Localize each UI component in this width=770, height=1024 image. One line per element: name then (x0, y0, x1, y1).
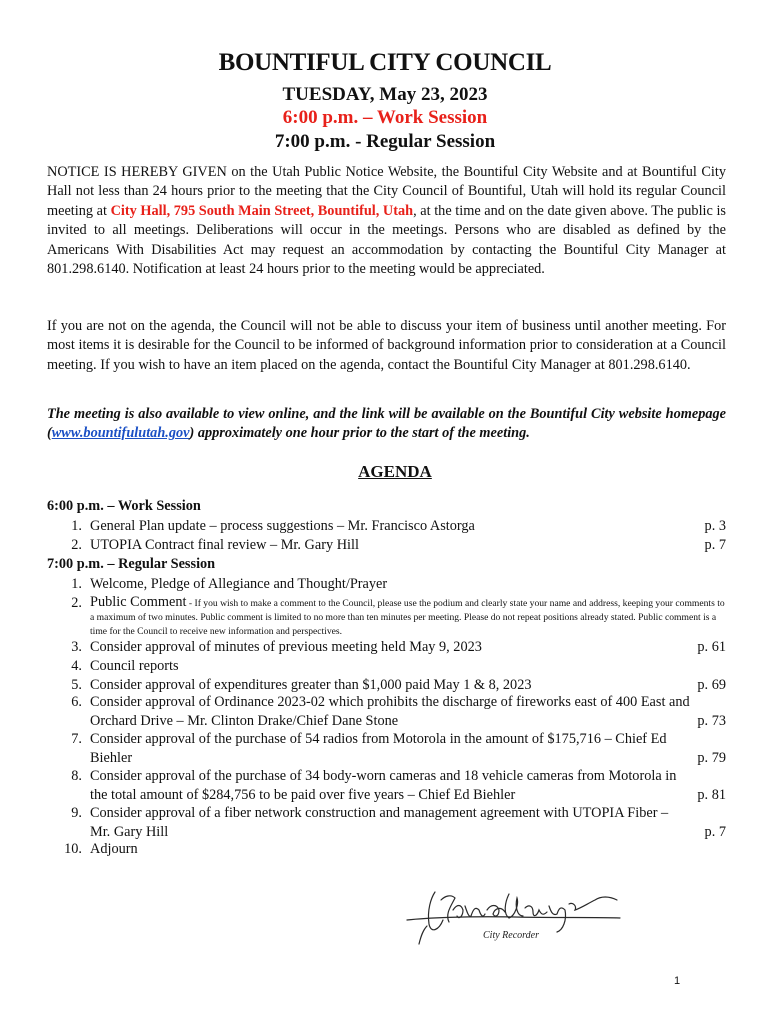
item-number: 1. (71, 518, 82, 534)
item-page: p. 61 (697, 639, 726, 655)
item-text: Consider approval of the purchase of 34 body-worn cameras and 18 vehicle cameras from Motorola in (90, 768, 677, 784)
regular-session-time: 7:00 p.m. - Regular Session (274, 131, 496, 152)
online-viewing-paragraph (47, 405, 726, 444)
item-number: 7. (71, 731, 82, 747)
item-text-continued: Mr. Gary Hill (90, 824, 169, 840)
item-number: 6. (71, 694, 82, 710)
meeting-date: TUESDAY, May 23, 2023 (282, 84, 488, 105)
regular-item-9 (47, 804, 726, 842)
city-website-link[interactable]: www.bountifulutah.gov (51, 425, 190, 442)
item-number: 8. (71, 768, 82, 784)
online-text-end: ) approximately one hour prior to the start of the meeting. (189, 425, 530, 442)
city-recorder-signature (405, 880, 625, 950)
regular-item-2 (47, 594, 726, 640)
item-page: p. 7 (704, 824, 726, 840)
item-number: 3. (71, 639, 82, 655)
item-text: Public Comment (90, 594, 187, 610)
item-text: Consider approval of the purchase of 54 radios from Motorola in the amount of $175,716 – Chief Ed (90, 731, 667, 747)
item-text: Consider approval of expenditures greater than $1,000 paid May 1 & 8, 2023 (90, 677, 532, 693)
item-text: UTOPIA Contract final review – Mr. Gary Hill (90, 537, 359, 553)
item-page: p. 73 (697, 713, 726, 729)
notice-text-end: , at the time and on the date given above. The public is invited to all meetings. Deliberations will occur in the meetings. Persons who are disabled as defined by the Americans With Disabilities Act may request an accommodation by contacting the Bountiful City Manager at 801.298.6140. Notification at least 24 hours prior to the meeting would be appreciated. (47, 202, 726, 278)
not-on-agenda-paragraph: If you are not on the agenda, the Council will not be able to discuss your item of business until another meeting. For most items it is desirable for the Council to be informed of background information prior to consideration at a Council meeting. If you wish to have an item placed on the agenda, contact the Bountiful City Manager at 801.298.6140. (47, 318, 726, 373)
council-title: BOUNTIFUL CITY COUNCIL (218, 49, 552, 76)
public-comment-note: - If you wish to make a comment to the Council, please use the podium and clearly state your name and address, keeping your comments to a maximum of two minutes. Public comment is limited to no more than ten minutes per meeting. Please do not repeat positions already stated. Public comment is a time for the Council to receive new information and perspectives. (90, 598, 725, 637)
item-text: Welcome, Pledge of Allegiance and Thought/Prayer (90, 576, 388, 592)
item-text: Adjourn (90, 841, 138, 857)
item-text-continued: the total amount of $284,756 to be paid over five years – Chief Ed Biehler (90, 787, 516, 803)
meeting-location: City Hall, 795 South Main Street, Bountiful, Utah (110, 202, 414, 219)
regular-item-3 (47, 638, 726, 657)
item-number: 10. (64, 841, 82, 857)
item-number: 9. (71, 805, 82, 821)
item-page: p. 81 (697, 787, 726, 803)
regular-item-6 (47, 693, 726, 731)
work-item-2 (47, 536, 726, 555)
item-text-continued: Biehler (90, 750, 133, 766)
item-page: p. 69 (697, 677, 726, 693)
item-page: p. 79 (697, 750, 726, 766)
item-page: p. 7 (704, 537, 726, 553)
regular-item-8 (47, 767, 726, 805)
page-number: 1 (674, 975, 681, 987)
item-text: Consider approval of a fiber network construction and management agreement with UTOPIA Fiber – (90, 805, 669, 821)
regular-item-10 (47, 840, 726, 859)
work-session-time: 6:00 p.m. – Work Session (282, 107, 488, 128)
item-number: 1. (71, 576, 82, 592)
agenda-heading: AGENDA (358, 462, 432, 481)
item-text: Consider approval of Ordinance 2023-02 which prohibits the discharge of fireworks east of 400 East and (90, 694, 690, 710)
item-page: p. 3 (704, 518, 726, 534)
item-text: General Plan update – process suggestions – Mr. Francisco Astorga (90, 518, 475, 534)
work-session-section-title: 6:00 p.m. – Work Session (47, 498, 201, 514)
regular-item-4 (47, 657, 726, 676)
regular-item-1 (47, 575, 726, 594)
regular-item-7 (47, 730, 726, 768)
signature-title: City Recorder (483, 930, 540, 941)
online-text-start: The meeting is also available to view online, and the link will be available on the Bountiful City website homepage ( (47, 406, 726, 442)
item-text: Council reports (90, 658, 179, 674)
item-text: Consider approval of minutes of previous meeting held May 9, 2023 (90, 639, 482, 655)
item-number: 4. (71, 658, 82, 674)
item-number: 2. (71, 595, 82, 611)
public-notice-paragraph (47, 163, 726, 279)
public-comment-block (90, 594, 726, 638)
regular-session-section-title: 7:00 p.m. – Regular Session (47, 556, 216, 572)
item-number: 5. (71, 677, 82, 693)
work-item-1 (47, 517, 726, 536)
item-text-continued: Orchard Drive – Mr. Clinton Drake/Chief Dane Stone (90, 713, 399, 729)
notice-text-start: NOTICE IS HEREBY GIVEN on the Utah Public Notice Website, the Bountiful City Website and at Bountiful City Hall not less than 24 hours prior to the meeting that the City Council of Bountiful, Utah will hold its regular Council meeting at (47, 164, 726, 219)
item-number: 2. (71, 537, 82, 553)
